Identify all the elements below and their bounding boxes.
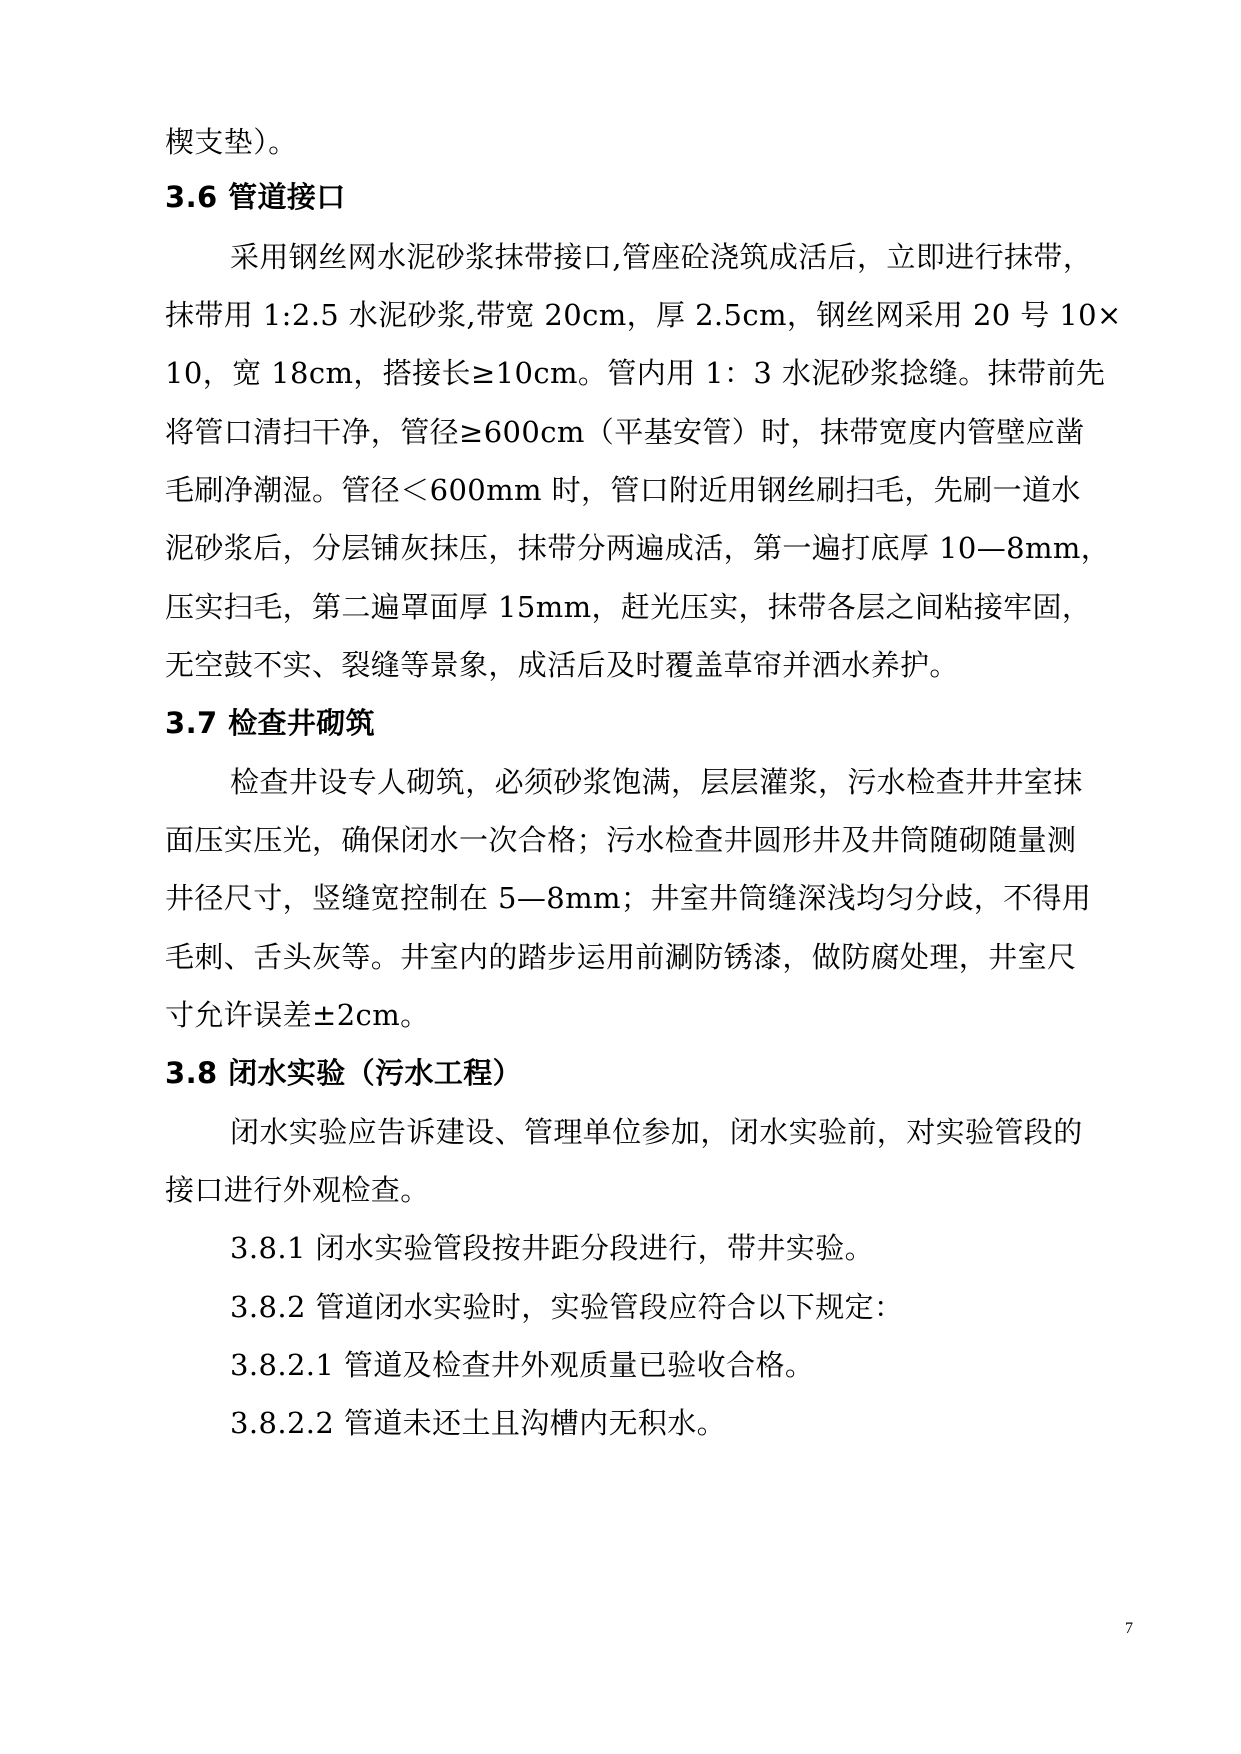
text-line: 面压实压光，确保闭水一次合格；污水检查井圆形井及井筒随砌随量测 [165, 823, 1077, 857]
page-number: 7 [1125, 1620, 1133, 1637]
text-line: 泥砂浆后，分层铺灰抹压，抹带分两遍成活，第一遍打底厚 10—8mm， [165, 531, 1111, 565]
text-line: 井径尺寸，竖缝宽控制在 5—8mm；井室井筒缝深浅均匀分歧，不得用 [165, 881, 1092, 915]
text-line: 楔支垫）。 [165, 125, 298, 159]
subsection-3-8-2: 3.8.2 管道闭水实验时，实验管段应符合以下规定： [230, 1290, 904, 1324]
section-heading-3-6: 3.6 管道接口 [165, 180, 346, 214]
subsection-3-8-1: 3.8.1 闭水实验管段按井距分段进行，带井实验。 [230, 1231, 875, 1265]
section-heading-3-8: 3.8 闭水实验（污水工程） [165, 1056, 523, 1090]
text-line: 将管口清扫干净，管径≥600cm（平基安管）时，抹带宽度内管壁应凿 [165, 415, 1085, 449]
text-line: 毛刺、舌头灰等。井室内的踏步运用前涮防锈漆，做防腐处理，井室尺 [165, 940, 1077, 974]
text-line: 压实扫毛，第二遍罩面厚 15mm，赶光压实，抹带各层之间粘接牢固， [165, 590, 1092, 624]
subsection-3-8-2-1: 3.8.2.1 管道及检查井外观质量已验收合格。 [230, 1348, 815, 1382]
text-line: 毛刷净潮湿。管径＜600mm 时，管口附近用钢丝刷扫毛，先刷一道水 [165, 473, 1081, 507]
text-line: 寸允许误差±2cm。 [165, 998, 430, 1032]
section-heading-3-7: 3.7 检查井砌筑 [165, 706, 376, 740]
text-line: 检查井设专人砌筑，必须砂浆饱满，层层灌浆，污水检查井井室抹 [230, 765, 1083, 799]
text-line: 采用钢丝网水泥砂浆抹带接口,管座砼浇筑成活后，立即进行抹带， [230, 240, 1093, 274]
text-line: 10，宽 18cm，搭接长≥10cm。管内用 1：3 水泥砂浆捻缝。抹带前先 [165, 356, 1106, 390]
text-line: 无空鼓不实、裂缝等景象，成活后及时覆盖草帘并洒水养护。 [165, 648, 959, 682]
text-line: 闭水实验应告诉建设、管理单位参加，闭水实验前，对实验管段的 [230, 1115, 1083, 1149]
subsection-3-8-2-2: 3.8.2.2 管道未还土且沟槽内无积水。 [230, 1406, 727, 1440]
text-line: 抹带用 1:2.5 水泥砂浆,带宽 20cm，厚 2.5cm，钢丝网采用 20 号 10× [165, 298, 1122, 332]
text-line: 接口进行外观检查。 [165, 1173, 430, 1207]
